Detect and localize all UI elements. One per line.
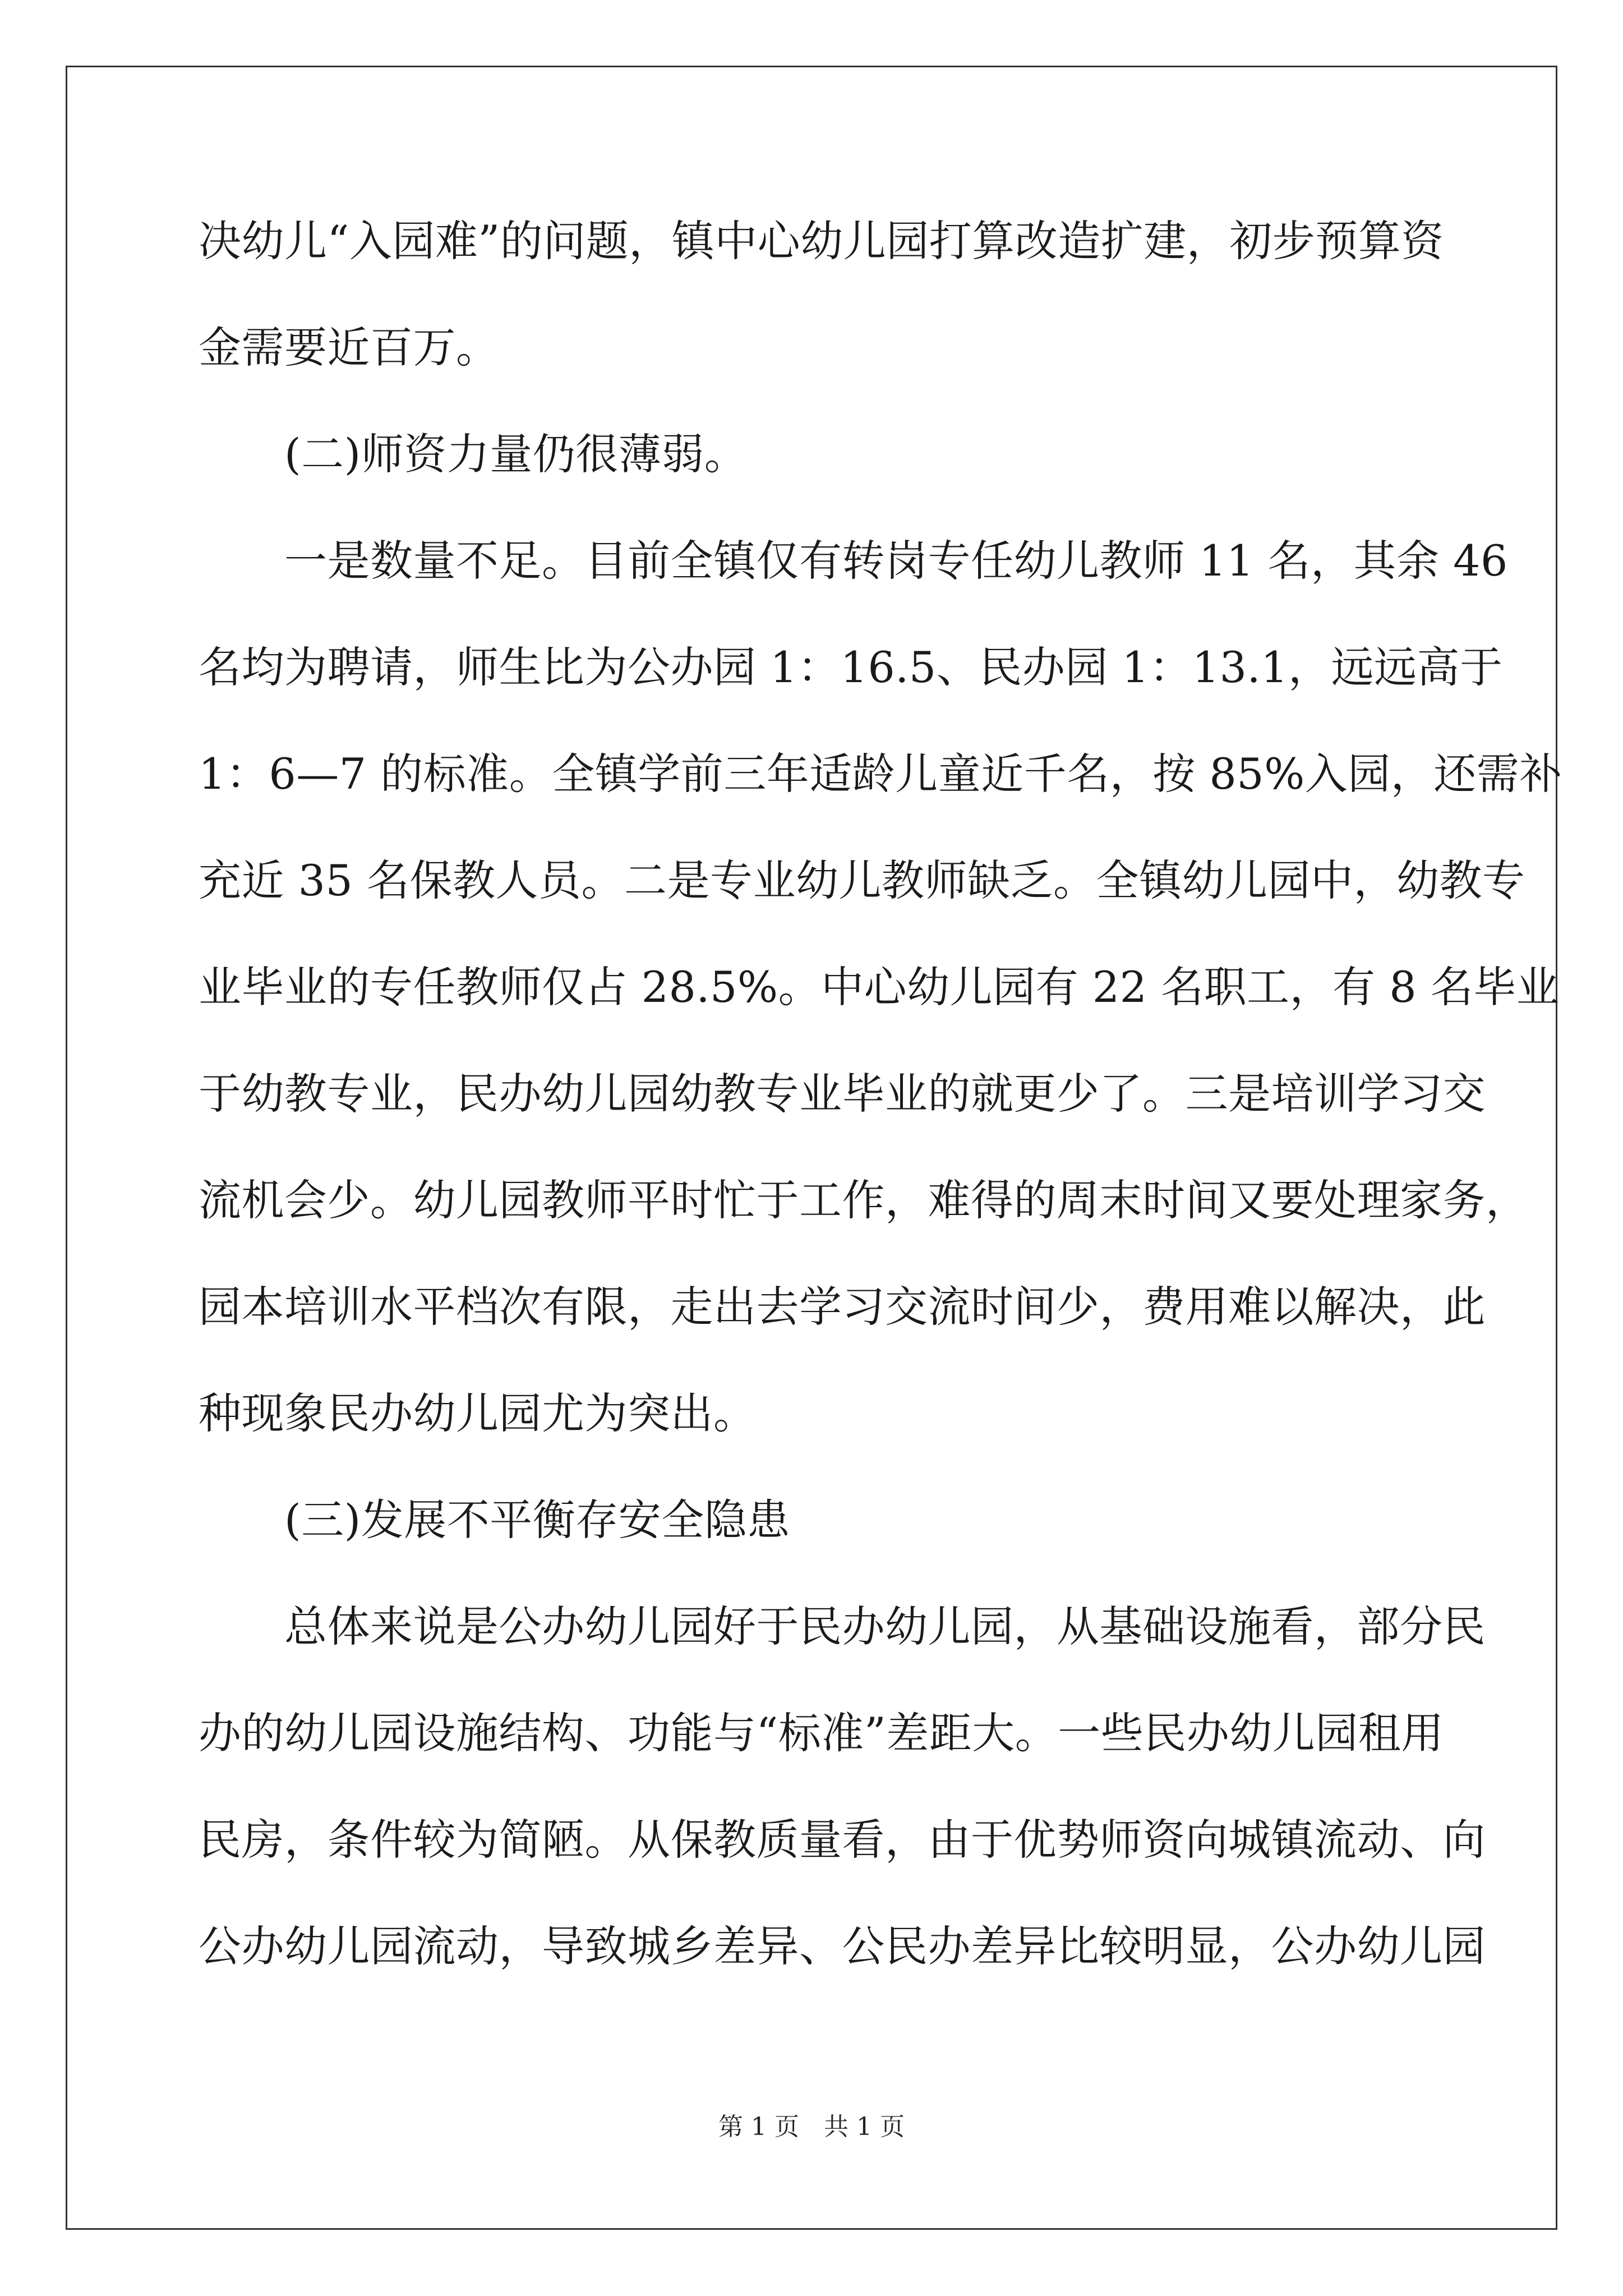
text-line: 办的幼儿园设施结构、功能与“标准”差距大。一些民办幼儿园租用 bbox=[199, 1708, 1444, 1758]
text-line: 于幼教专业，民办幼儿园幼教专业毕业的就更少了。三是培训学习交 bbox=[199, 1069, 1486, 1119]
text-line: 一是数量不足。目前全镇仅有转岗专任幼儿教师 11 名，其余 46 bbox=[199, 536, 1508, 586]
section-heading: (三)发展不平衡存安全隐患 bbox=[199, 1495, 790, 1545]
text-line: 种现象民办幼儿园尤为突出。 bbox=[199, 1388, 757, 1438]
text-line: 公办幼儿园流动，导致城乡差异、公民办差异比较明显，公办幼儿园 bbox=[199, 1921, 1486, 1971]
text-line: 民房，条件较为简陋。从保教质量看，由于优势师资向城镇流动、向 bbox=[199, 1815, 1486, 1865]
text-line: 充近 35 名保教人员。二是专业幼儿教师缺乏。全镇幼儿园中，幼教专 bbox=[199, 855, 1525, 905]
text-line: 名均为聘请，师生比为公办园 1：16.5、民办园 1：13.1，远远高于 bbox=[199, 642, 1503, 692]
page-border bbox=[66, 66, 1560, 2230]
text-line: 决幼儿“入园难”的问题，镇中心幼儿园打算改造扩建，初步预算资 bbox=[199, 216, 1444, 266]
page-number-footer: 第 1 页 共 1 页 bbox=[718, 2113, 905, 2141]
text-line: 园本培训水平档次有限，走出去学习交流时间少，费用难以解决，此 bbox=[199, 1282, 1486, 1332]
text-line: 金需要近百万。 bbox=[199, 323, 499, 372]
text-line: 1：6—7 的标准。全镇学前三年适龄儿童近千名，按 85%入园，还需补 bbox=[199, 749, 1562, 799]
text-line: 流机会少。幼儿园教师平时忙于工作，难得的周末时间又要处理家务， bbox=[199, 1175, 1529, 1225]
text-line: 总体来说是公办幼儿园好于民办幼儿园，从基础设施看，部分民 bbox=[199, 1602, 1486, 1651]
section-heading: (二)师资力量仍很薄弱。 bbox=[199, 429, 748, 479]
text-line: 业毕业的专任教师仅占 28.5%。中心幼儿园有 22 名职工，有 8 名毕业 bbox=[199, 962, 1560, 1012]
